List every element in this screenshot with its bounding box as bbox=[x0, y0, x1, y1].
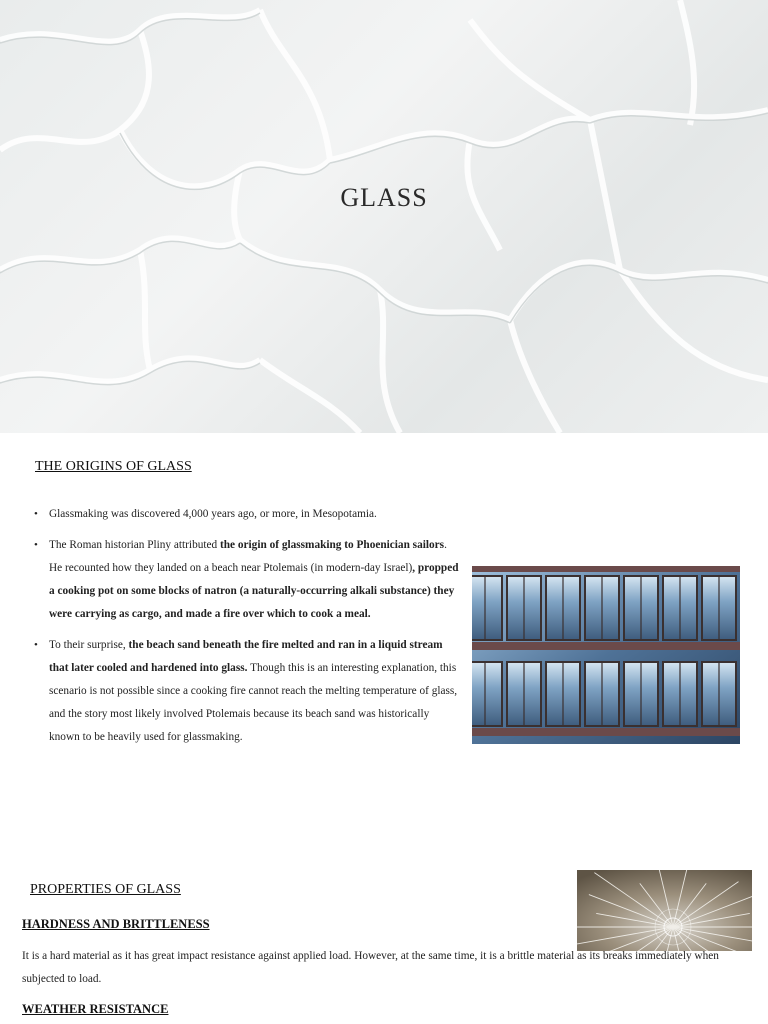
origins-heading: THE ORIGINS OF GLASS bbox=[35, 459, 192, 474]
hardness-heading: HARDNESS AND BRITTLENESS bbox=[22, 917, 210, 931]
hardness-text: It is a hard material as it has great impact resistance against applied load. However, at the same time, it is a brittle material as its breaks immediately when subjected to load. bbox=[22, 950, 719, 985]
bullet-text-run: . He recounted how they landed on a beach near Ptolemais (in modern-day Israel) bbox=[49, 539, 447, 574]
hero-cover bbox=[0, 0, 768, 433]
bullet-text-run: To their surprise, bbox=[49, 639, 129, 651]
cracked-glass-background bbox=[0, 0, 768, 433]
bullet-text-run: Though this is an interesting explanation, this scenario is not possible since a cooking fire cannot reach the melting temperature of glass, and the story most likely involved Ptolemais because its beach sand was historically known to be heavily used for glassmaking. bbox=[49, 662, 458, 743]
origins-bullet bbox=[34, 634, 462, 749]
origins-bullet bbox=[34, 534, 462, 626]
bullet-text-run: the beach sand beneath the fire melted and ran in a liquid stream that later cooled and hardened into glass. bbox=[49, 639, 443, 674]
bullet-text-run: Glassmaking was discovered 4,000 years ago, or more, in Mesopotamia. bbox=[49, 508, 377, 520]
weather-heading: WEATHER RESISTANCE bbox=[22, 1002, 169, 1016]
glass-building-photo bbox=[472, 566, 740, 744]
origins-bullet-list bbox=[34, 503, 462, 757]
origins-bullet bbox=[34, 503, 462, 526]
properties-heading: PROPERTIES OF GLASS bbox=[30, 882, 181, 897]
bullet-text-run: The Roman historian Pliny attributed bbox=[49, 539, 220, 551]
hero-title: GLASS bbox=[340, 183, 428, 212]
bullet-text-run: , propped a cooking pot on some blocks of natron (a naturally-occurring alkali substance) they were carrying as cargo, and made a fire over which to cook a meal. bbox=[49, 562, 459, 620]
cracked-glass-photo bbox=[577, 870, 752, 951]
bullet-text-run: the origin of glassmaking to Phoenician sailors bbox=[220, 539, 445, 551]
